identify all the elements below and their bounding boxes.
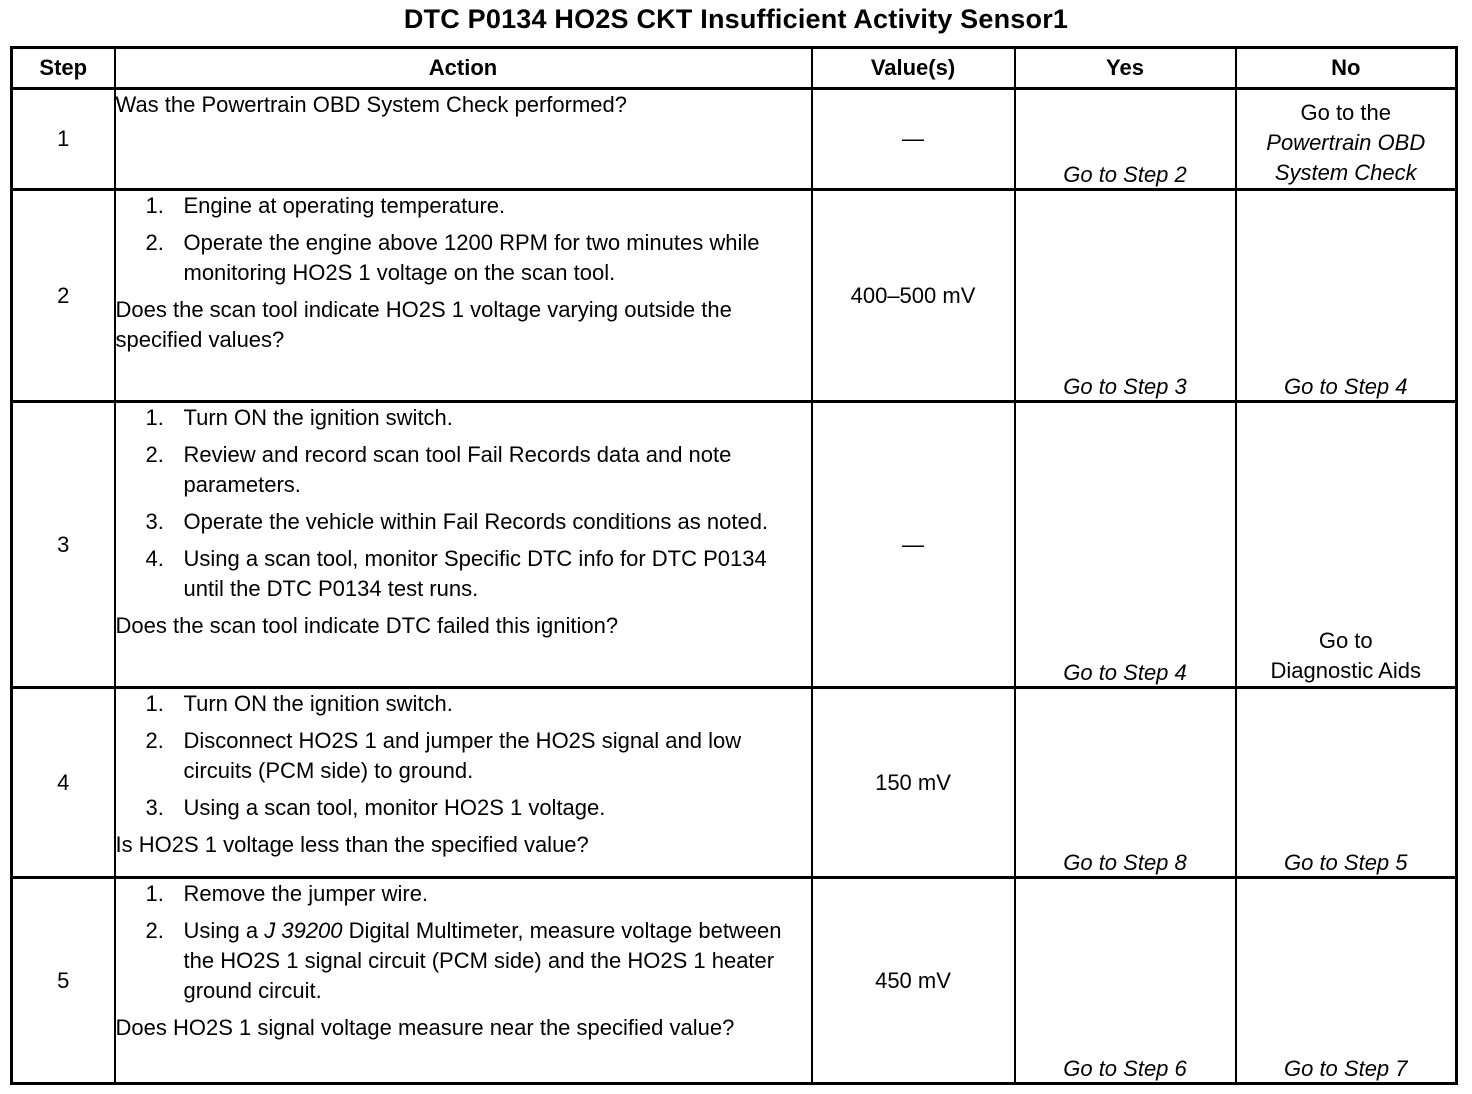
action-item: 2. Using a J 39200 Digital Multimeter, measure voltage between the HO2S 1 signal circuit (PCM side) and the HO2S 1 heater ground circuit. [145,918,782,1003]
action-question: Was the Powertrain OBD System Check performed? [115,92,627,117]
no-text-line: System Check [1274,160,1417,185]
table-row [12,402,1457,688]
no-text-line: Go to the [1300,100,1391,125]
action-item: 1. Remove the jumper wire. [145,881,429,906]
action-item: 4. Using a scan tool, monitor Specific DTC info for DTC P0134 until the DTC P0134 test runs. [145,546,767,601]
no-cell [1236,878,1457,1084]
yes-cell [1015,190,1236,402]
table-row [12,89,1457,190]
yes-link: Go to Step 3 [1063,374,1187,399]
value-cell: 150 mV [812,688,1015,878]
no-link: Go to Step 5 [1283,850,1408,875]
step-number: 1 [12,89,115,190]
yes-link: Go to Step 8 [1063,850,1187,875]
step-number: 5 [12,878,115,1084]
action-item: 2. Operate the engine above 1200 RPM for two minutes while monitoring HO2S 1 voltage on the scan tool. [145,230,760,285]
no-cell [1236,688,1457,878]
yes-cell [1015,688,1236,878]
no-text-line: Go to [1318,628,1373,653]
no-cell [1236,402,1457,688]
action-cell [115,402,812,688]
no-link: Go to Step 4 [1283,374,1408,399]
header-row [12,48,1457,89]
tool-number: J 39200 [264,918,343,943]
action-question: Is HO2S 1 voltage less than the specified value? [115,832,589,857]
table-row [12,878,1457,1084]
action-question: Does HO2S 1 signal voltage measure near the specified value? [115,1015,735,1040]
value-cell: — [812,89,1015,190]
action-question: Does the scan tool indicate HO2S 1 voltage varying outside the specified values? [115,297,732,352]
step-number: 2 [12,190,115,402]
yes-link: Go to Step 2 [1063,162,1187,187]
header-yes: Yes [1015,48,1236,89]
yes-cell [1015,402,1236,688]
value-cell: 450 mV [812,878,1015,1084]
step-number: 3 [12,402,115,688]
action-item: 1. Engine at operating temperature. [145,193,506,218]
header-step: Step [12,48,115,89]
table-row [12,688,1457,878]
yes-cell [1015,89,1236,190]
action-cell [115,89,812,190]
action-item: 1. Turn ON the ignition switch. [145,691,453,716]
action-item: 3. Using a scan tool, monitor HO2S 1 voltage. [145,795,606,820]
no-cell [1236,89,1457,190]
yes-link: Go to Step 4 [1063,660,1187,685]
header-values: Value(s) [812,48,1015,89]
header-no: No [1236,48,1457,89]
value-cell: 400–500 mV [812,190,1015,402]
action-question: Does the scan tool indicate DTC failed this ignition? [115,613,619,638]
no-cell [1236,190,1457,402]
no-text-line: Powertrain OBD [1266,130,1426,155]
action-cell [115,878,812,1084]
header-action: Action [115,48,812,89]
table-row [12,190,1457,402]
value-cell: — [812,402,1015,688]
yes-cell [1015,878,1236,1084]
action-item: 1. Turn ON the ignition switch. [145,405,453,430]
action-item: 3. Operate the vehicle within Fail Records conditions as noted. [145,509,769,534]
diagnostic-table [10,46,1458,1085]
action-cell [115,190,812,402]
yes-link: Go to Step 6 [1063,1056,1187,1081]
action-item: 2. Review and record scan tool Fail Records data and note parameters. [145,442,732,497]
no-link: Go to Step 7 [1283,1056,1408,1081]
action-cell [115,688,812,878]
no-text-line: Diagnostic Aids [1270,658,1421,683]
page-title: DTC P0134 HO2S CKT Insufficient Activity Sensor1 [403,4,1069,34]
step-number: 4 [12,688,115,878]
action-item: 2. Disconnect HO2S 1 and jumper the HO2S signal and low circuits (PCM side) to ground. [145,728,742,783]
